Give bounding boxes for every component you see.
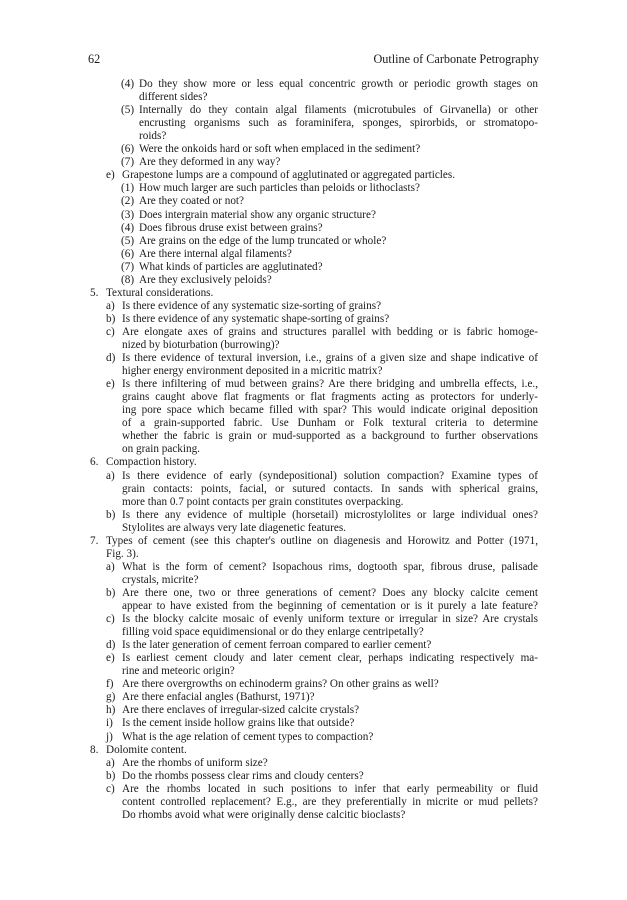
item-label: b) — [106, 509, 116, 521]
outline-line: Is the later generation of cement ferroan compared to earlier cement? — [122, 639, 432, 651]
outline-line: Internally do they contain algal filaments (microtubules of Girvanella) or other — [139, 104, 538, 116]
item-label: g) — [106, 691, 116, 703]
item-label: j) — [106, 731, 113, 743]
outline-line: appear to have existed from the beginning of cementation or is it purely a late feature? — [122, 600, 538, 612]
outline-line: filling void space equidimensional or do they enlarge centripetally? — [122, 626, 424, 638]
item-label: 7. — [90, 535, 99, 547]
item-label: 6. — [90, 456, 99, 468]
item-label: (6) — [121, 143, 135, 155]
outline-line: higher energy environment deposited in a micritic matrix? — [122, 365, 383, 377]
item-label: (4) — [121, 78, 135, 90]
outline-line: content controlled replacement? E.g., are they preferentially in micrite or mud pellets? — [122, 796, 538, 808]
outline-line: Are there internal algal filaments? — [139, 248, 292, 260]
outline-line: more than 0.7 point contacts per grain constitutes overpacking. — [122, 496, 404, 508]
item-label: (1) — [121, 182, 135, 194]
outline-line: What is the age relation of cement types to compaction? — [122, 731, 374, 743]
item-label: c) — [106, 326, 115, 338]
outline-line: grain contacts: points, facial, or sutured contacts. In sands with spherical grains, — [122, 483, 538, 495]
outline-line: Are the rhombs of uniform size? — [122, 757, 268, 769]
item-label: c) — [106, 613, 115, 625]
outline-line: Is the cement inside hollow grains like that outside? — [122, 717, 355, 729]
item-label: a) — [106, 300, 115, 312]
item-label: c) — [106, 783, 115, 795]
outline-line: Are there overgrowths on echinoderm grains? On other grains as well? — [122, 678, 439, 690]
outline-line: Types of cement (see this chapter's outline on diagenesis and Horowitz and Potter (1971, — [106, 535, 538, 547]
item-label: f) — [106, 678, 114, 690]
item-label: (4) — [121, 222, 135, 234]
outline-line: How much larger are such particles than peloids or lithoclasts? — [139, 182, 420, 194]
item-label: (8) — [121, 274, 135, 286]
item-label: (3) — [121, 209, 135, 221]
outline-line: crystals, micrite? — [122, 574, 199, 586]
item-label: b) — [106, 313, 116, 325]
outline-line: Is the blocky calcite mosaic of evenly uniform texture or irregular in size? Are crystals — [122, 613, 538, 625]
item-label: a) — [106, 561, 115, 573]
outline-line: grains caught above flat fragments or flat fragments acting as protectors for underly- — [122, 391, 538, 403]
outline-line: Textural considerations. — [106, 287, 214, 299]
outline-line: Are the rhombs located in such positions to infer that early permeability or fluid — [122, 783, 538, 795]
item-label: a) — [106, 757, 115, 769]
item-label: (7) — [121, 156, 135, 168]
outline-line: roids? — [139, 130, 167, 142]
item-label: d) — [106, 352, 116, 364]
outline-line: Are they exclusively peloids? — [139, 274, 272, 286]
item-label: b) — [106, 587, 116, 599]
outline-line: on grain packing. — [122, 443, 200, 455]
item-label: h) — [106, 704, 116, 716]
item-label: e) — [106, 169, 115, 181]
page-number: 62 — [88, 52, 101, 66]
item-label: (5) — [121, 104, 135, 116]
outline-line: Is earliest cement cloudy and later cement clear, perhaps indicating respectively ma- — [122, 652, 538, 664]
outline-line: Are they coated or not? — [139, 195, 244, 207]
outline-line: Is there evidence of textural inversion, i.e., grains of a given size and shape indicative of — [122, 352, 538, 364]
item-label: 8. — [90, 744, 99, 756]
outline-line: What kinds of particles are agglutinated? — [139, 261, 323, 273]
item-label: (7) — [121, 261, 135, 273]
outline-line: Is there evidence of early (syndepositional) solution compaction? Examine types of — [122, 470, 538, 482]
item-label: i) — [106, 717, 113, 729]
item-label: (6) — [121, 248, 135, 260]
outline-line: Is there any evidence of multiple (horsetail) microstylolites or large individual ones? — [122, 509, 538, 521]
outline-line: Stylolites are always very late diagenetic features. — [122, 522, 346, 534]
item-label: e) — [106, 652, 115, 664]
item-label: d) — [106, 639, 116, 651]
item-label: 5. — [90, 287, 99, 299]
outline-line: encrusting organisms such as foraminifera, sponges, spirorbids, or stromatopo- — [139, 117, 538, 129]
item-label: b) — [106, 770, 116, 782]
outline-line: different sides? — [139, 91, 208, 103]
page-header — [88, 52, 539, 68]
outline-line: Do the rhombs possess clear rims and cloudy centers? — [122, 770, 364, 782]
item-label: (5) — [121, 235, 135, 247]
outline-line: rine and meteoric origin? — [122, 665, 235, 677]
outline-line: whether the fabric is grain or mud-supported as a background to further observations — [122, 430, 538, 442]
outline-line: Is there infiltering of mud between grains? Are there bridging and umbrella effects, i.e., — [122, 378, 538, 390]
outline-line: Do rhombs avoid what were originally dense calcitic bioclasts? — [122, 809, 406, 821]
outline-line: Were the onkoids hard or soft when emplaced in the sediment? — [139, 143, 421, 155]
outline-line: What is the form of cement? Isopachous rims, dogtooth spar, fibrous druse, palisade — [122, 561, 538, 573]
outline-line: Does intergrain material show any organic structure? — [139, 209, 376, 221]
outline-line: Compaction history. — [106, 456, 197, 468]
outline-line: Is there evidence of any systematic size-sorting of grains? — [122, 300, 382, 312]
outline-line: Does fibrous druse exist between grains? — [139, 222, 323, 234]
outline-line: Is there evidence of any systematic shape-sorting of grains? — [122, 313, 390, 325]
outline-line: Are there enfacial angles (Bathurst, 1971)? — [122, 691, 315, 703]
outline-line: nized by bioturbation (burrowing)? — [122, 339, 280, 351]
outline-line: Do they show more or less equal concentric growth or periodic growth stages on — [139, 78, 538, 90]
item-label: a) — [106, 470, 115, 482]
outline-line: Are elongate axes of grains and structures parallel with bedding or is fabric homoge- — [122, 326, 538, 338]
outline-line: Fig. 3). — [106, 548, 139, 560]
outline-line: Are grains on the edge of the lump truncated or whole? — [139, 235, 387, 247]
outline-line: Are there one, two or three generations of cement? Does any blocky calcite cement — [122, 587, 538, 599]
outline-line: Are they deformed in any way? — [139, 156, 281, 168]
running-title: Outline of Carbonate Petrography — [373, 52, 539, 66]
outline-line: Grapestone lumps are a compound of agglutinated or aggregated particles. — [122, 169, 456, 181]
item-label: (2) — [121, 195, 135, 207]
outline-line: of a grain-supported fabric. Use Dunham or Folk textural criteria to determine — [122, 417, 538, 429]
item-label: e) — [106, 378, 115, 390]
outline-line: ing pore space which became filled with spar? This would indicate original deposition — [122, 404, 538, 416]
outline-line: Are there enclaves of irregular-sized calcite crystals? — [122, 704, 360, 716]
outline-line: Dolomite content. — [106, 744, 187, 756]
